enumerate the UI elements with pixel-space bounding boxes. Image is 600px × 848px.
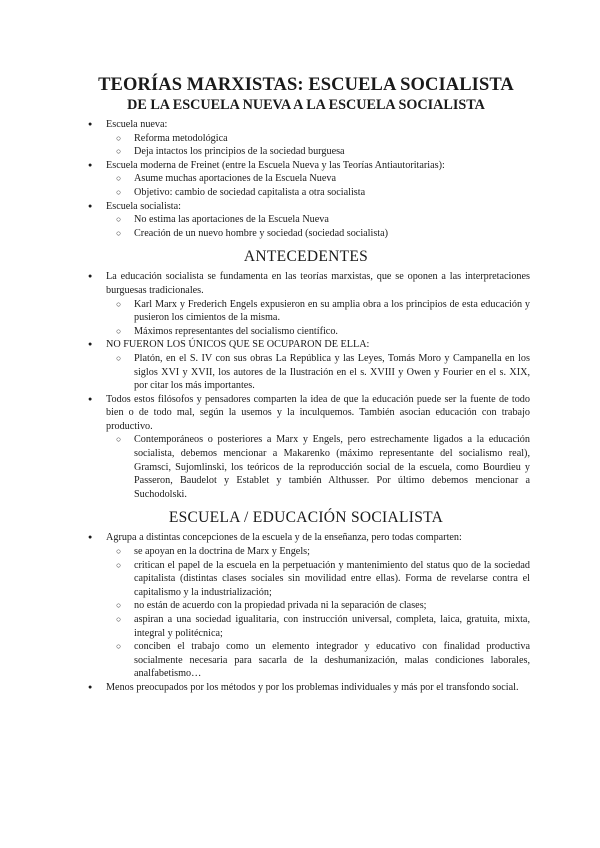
list-item: ● Menos preocupados por los métodos y por los problemas individuales y más por el transfondo social. [82, 681, 530, 695]
list-item: ● La educación socialista se fundamenta en las teorías marxistas, que se oponen a las interpretaciones burguesas tradicionales. [82, 270, 530, 297]
list-item: ● Todos estos filósofos y pensadores comparten la idea de que la educación puede ser la fuente de todo bien o de todo mal, según la usemos y la inculquemos. También asocian educación con trabajo productivo. [82, 393, 530, 434]
sub-list-item: ○ Reforma metodológica [82, 132, 530, 146]
sub-list-item: ○ se apoyan en la doctrina de Marx y Engels; [82, 545, 530, 559]
section-heading-escuela-socialista: ESCUELA / EDUCACIÓN SOCIALISTA [168, 509, 444, 527]
list-item: ● Escuela moderna de Freinet (entre la Escuela Nueva y las Teorías Antiautoritarias): [82, 159, 530, 173]
sub-list-item: ○ Platón, en el S. IV con sus obras La República y las Leyes, Tomás Moro y Campanella en los siglos XVI y XVII, los autores de la Ilustración en el s. XVIII y Owen y Fourier en el s. XIX, por citar los más importantes. [82, 352, 530, 393]
escuela-list [82, 531, 530, 694]
sub-list-item: ○ Contemporáneos o posteriores a Marx y Engels, pero estrechamente ligados a la educación socialista, debemos mencionar a Makarenko (máximo representante del socialismo real), Gramsci, Sujomlinski, los teóricos de la reproducción social de la escuela, como Bourdieu y Passeron, Baudelot y Establet y también Althusser. Por último debemos mencionar a Suchodolski. [82, 433, 530, 501]
sub-list-item: ○ critican el papel de la escuela en la perpetuación y mantenimiento del status quo de la sociedad capitalista (distintas clases sociales sin movilidad entre ellas). Forma de revelarse contra el capitalismo y la industrialización; [82, 559, 530, 600]
list-item: ● Agrupa a distintas concepciones de la escuela y de la enseñanza, pero todas comparten: [82, 531, 530, 545]
antecedentes-list [82, 270, 530, 501]
sub-list-item: ○ Deja intactos los principios de la sociedad burguesa [82, 145, 530, 159]
sub-list-item: ○ No estima las aportaciones de la Escuela Nueva [82, 213, 530, 227]
section-heading-antecedentes: ANTECEDENTES [243, 248, 369, 266]
list-item: ● Escuela nueva: [82, 118, 530, 132]
sub-list-item: ○ Karl Marx y Frederich Engels expusieron en su amplia obra a los principios de esta educación y pusieron los cimientos de la misma. [82, 298, 530, 325]
list-item: ● Escuela socialista: [82, 200, 530, 214]
intro-list [82, 118, 530, 240]
document-title: TEORÍAS MARXISTAS: ESCUELA SOCIALISTA [98, 75, 514, 95]
sub-list-item: ○ Objetivo: cambio de sociedad capitalista a otra socialista [82, 186, 530, 200]
sub-list-item: ○ Máximos representantes del socialismo científico. [82, 325, 530, 339]
sub-list-item: ○ Creación de un nuevo hombre y sociedad (sociedad socialista) [82, 227, 530, 241]
sub-list-item: ○ no están de acuerdo con la propiedad privada ni la separación de clases; [82, 599, 530, 613]
list-item: ● NO FUERON LOS ÚNICOS QUE SE OCUPARON DE ELLA: [82, 338, 530, 352]
sub-list-item: ○ conciben el trabajo como un elemento integrador y educativo con finalidad productiva socialmente necesaria para sacarla de la deshumanización, malas condiciones laborales, analfabetismo… [82, 640, 530, 681]
sub-list-item: ○ Asume muchas aportaciones de la Escuela Nueva [82, 172, 530, 186]
sub-list-item: ○ aspiran a una sociedad igualitaria, con instrucción universal, completa, laica, gratuita, mixta, integral y politécnica; [82, 613, 530, 640]
document-subtitle: DE LA ESCUELA NUEVA A LA ESCUELA SOCIALISTA [127, 97, 485, 113]
